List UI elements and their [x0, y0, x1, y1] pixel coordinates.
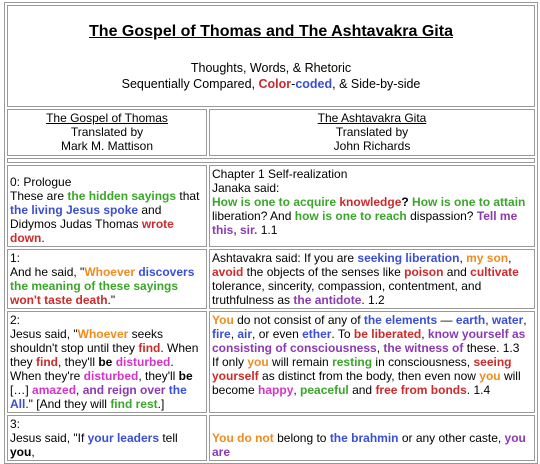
- text-span: —: [437, 313, 456, 327]
- highlight-span: how is one to reach: [294, 209, 407, 223]
- text-span: liberation? And: [212, 209, 295, 223]
- highlight-span: How is one to attain: [412, 195, 526, 209]
- highlight-span: you: [10, 445, 32, 459]
- highlight-span: disturbed: [83, 369, 139, 383]
- verse-number: . 1.2: [361, 293, 385, 307]
- header-cell: [7, 5, 535, 107]
- text-span: as distinct from the body, then even now: [258, 369, 480, 383]
- text-span: Ashtavakra said: If you are: [212, 251, 358, 265]
- highlight-span: You: [212, 313, 234, 327]
- text-span: ." [And they will: [25, 397, 111, 411]
- highlight-span: you: [479, 369, 501, 383]
- text-span: tell: [159, 431, 178, 445]
- highlight-span: be: [98, 355, 113, 369]
- highlight-span: happy: [258, 383, 294, 397]
- text-span: Jesus said, ": [10, 327, 78, 341]
- highlight-span: water: [491, 313, 524, 327]
- text-span: in consciousness,: [372, 355, 474, 369]
- translator-row: [7, 109, 535, 156]
- highlight-span: Whoever: [77, 327, 129, 341]
- right-book-title: The Ashtavakra Gita: [317, 111, 427, 125]
- text-span: ,: [376, 341, 384, 355]
- verse-number: these. 1.3: [463, 341, 520, 355]
- highlight-span: be: [178, 369, 193, 383]
- thomas-cell: [7, 311, 207, 413]
- text-span: will remain: [268, 355, 333, 369]
- highlight-span: Whoever: [84, 265, 135, 279]
- highlight-span: resting: [332, 355, 373, 369]
- highlight-span: find: [138, 341, 161, 355]
- highlight-span: find: [36, 355, 59, 369]
- text-span: . When they: [10, 341, 199, 369]
- text-span: tolerance, sincerity, compassion, contentment, and truthfulness as: [212, 279, 482, 307]
- text-span: . To: [331, 327, 354, 341]
- subtitle-line2: [10, 76, 532, 92]
- highlight-span: cultivate: [470, 265, 519, 279]
- highlight-span: know yourself: [427, 327, 509, 341]
- text-span: And he said, ": [10, 265, 85, 279]
- thomas-cell: [7, 249, 207, 309]
- highlight-span: seeking liberation: [357, 251, 460, 265]
- text-span: .: [41, 231, 45, 245]
- left-book-title: The Gospel of Thomas: [46, 111, 168, 125]
- highlight-span: wrote down: [10, 217, 174, 245]
- highlight-span: knowledge: [339, 195, 402, 209]
- highlight-span: you: [247, 355, 269, 369]
- text-span: do not consist of any of: [233, 313, 364, 327]
- text-span: ,: [485, 313, 492, 327]
- highlight-span: find rest: [110, 397, 158, 411]
- highlight-span: amazed: [32, 383, 77, 397]
- saying-number: 1:: [10, 251, 21, 265]
- document: [4, 2, 536, 464]
- subtitle-coded-word: coded: [295, 77, 333, 91]
- verse-row: [7, 249, 535, 309]
- highlight-span: be liberated: [353, 327, 422, 341]
- saying-number: 2:: [10, 313, 21, 327]
- text-span: and: [348, 383, 376, 397]
- thomas-cell: [7, 165, 207, 247]
- text-span: If only: [212, 355, 248, 369]
- gita-cell: [209, 249, 535, 309]
- text-span: These are: [10, 189, 68, 203]
- highlight-span: the brahmin: [329, 431, 399, 445]
- text-span: , or even: [252, 327, 303, 341]
- highlight-span: fire: [212, 327, 231, 341]
- saying-number: 0: Prologue: [10, 175, 72, 189]
- text-span: ,: [459, 251, 467, 265]
- right-translator-cell: [209, 109, 535, 156]
- verse-row: [7, 415, 535, 461]
- text-span: ,: [421, 327, 428, 341]
- subtitle: [10, 60, 532, 92]
- page-title: The Gospel of Thomas and The Ashtavakra Gita: [89, 23, 453, 40]
- highlight-span: the hidden sayings: [67, 189, 177, 203]
- highlight-span: won't taste death: [10, 293, 108, 307]
- subtitle-dash: -: [291, 77, 296, 91]
- subtitle-post: , & Side-by-side: [332, 77, 421, 91]
- verse-row: [7, 165, 535, 247]
- highlight-span: air: [237, 327, 253, 341]
- text-span: .]: [157, 397, 165, 411]
- text-span: belong to: [273, 431, 330, 445]
- text-span: ,: [76, 383, 83, 397]
- verse-number: 1.1: [257, 223, 278, 237]
- text-span: ,: [508, 251, 512, 265]
- gita-cell: [209, 311, 535, 413]
- header-row: [7, 5, 535, 107]
- highlight-span: You do not: [212, 431, 274, 445]
- comparison-table: [4, 2, 538, 464]
- spacer-cell: [7, 158, 535, 163]
- gita-cell: [209, 415, 535, 461]
- highlight-span: Tell me this, sir.: [212, 209, 518, 237]
- verse-number: . 1.4: [466, 383, 491, 397]
- text-span: […]: [10, 383, 33, 397]
- highlight-span: free from bonds: [375, 383, 467, 397]
- text-span: . When they're: [10, 355, 174, 383]
- highlight-span: seeing yourself: [212, 355, 512, 383]
- subtitle-line1: Thoughts, Words, & Rhetoric: [190, 61, 352, 75]
- highlight-span: and reign over: [82, 383, 166, 397]
- thomas-cell: [7, 415, 207, 461]
- speaker-line: Janaka said:: [212, 181, 280, 195]
- text-span: , they'll: [58, 355, 99, 369]
- highlight-span: the All: [10, 383, 187, 411]
- highlight-span: the antidote: [293, 293, 362, 307]
- highlight-span: the living Jesus spoke: [10, 203, 139, 217]
- highlight-span: the witness of: [383, 341, 464, 355]
- text-span: dispassion?: [406, 209, 477, 223]
- text-span: and: [443, 265, 471, 279]
- highlight-span: peaceful: [300, 383, 349, 397]
- saying-number: 3:: [10, 417, 21, 431]
- highlight-span: you are: [212, 431, 526, 459]
- highlight-span: the elements: [363, 313, 438, 327]
- highlight-span: my son: [466, 251, 509, 265]
- text-span: ?: [401, 195, 413, 209]
- text-span: , they'll: [138, 369, 179, 383]
- highlight-span: ether: [302, 327, 332, 341]
- highlight-span: earth: [455, 313, 486, 327]
- highlight-span: avoid: [212, 265, 244, 279]
- verse-row: [7, 311, 535, 413]
- left-translated-by: Translated by: [70, 125, 144, 139]
- text-span: ,: [230, 327, 238, 341]
- text-span: Jesus said, "If: [10, 431, 88, 445]
- left-translator-name: Mark M. Mattison: [60, 139, 153, 153]
- text-span: ,: [523, 313, 527, 327]
- text-span: .": [107, 293, 116, 307]
- highlight-span: poison: [404, 265, 444, 279]
- highlight-span: disturbed: [115, 355, 171, 369]
- highlight-span: discovers: [138, 265, 195, 279]
- text-span: and Didymos Judas Thomas: [10, 203, 162, 231]
- highlight-span: How is one to acquire: [212, 195, 340, 209]
- chapter-heading: Chapter 1 Self-realization: [212, 167, 348, 181]
- subtitle-color-word: Color: [258, 77, 292, 91]
- text-span: will become: [212, 369, 521, 397]
- text-span: the objects of the senses like: [243, 265, 405, 279]
- left-translator-cell: [7, 109, 207, 156]
- right-translator-name: John Richards: [333, 139, 411, 153]
- text-span: seeks shouldn't stop until they: [10, 327, 163, 355]
- right-translated-by: Translated by: [335, 125, 409, 139]
- subtitle-pre: Sequentially Compared,: [121, 77, 256, 91]
- highlight-span: the meaning of these sayings: [10, 279, 179, 293]
- highlight-span: your leaders: [87, 431, 159, 445]
- text-span: that: [176, 189, 200, 203]
- gita-cell: [209, 165, 535, 247]
- highlight-span: as consisting of consciousness: [212, 327, 526, 355]
- text-span: or any other caste,: [398, 431, 505, 445]
- text-span: ,: [293, 383, 301, 397]
- spacer-row: [7, 158, 535, 163]
- text-span: ,: [31, 445, 35, 459]
